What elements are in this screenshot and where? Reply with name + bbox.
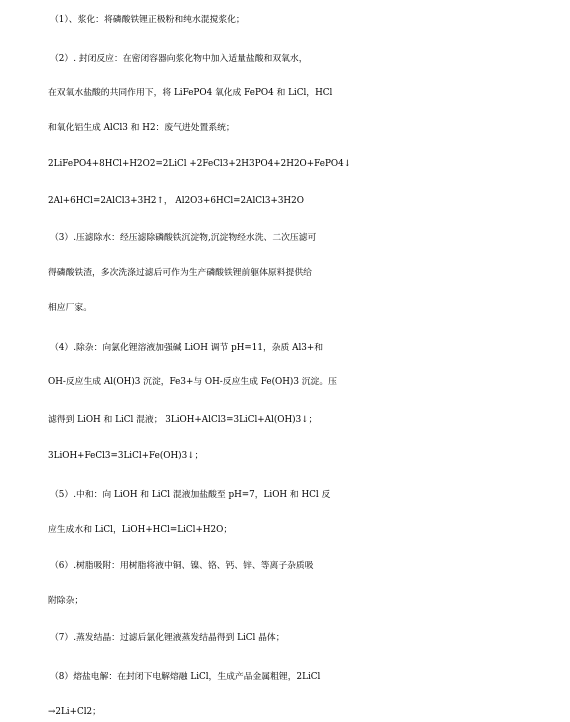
step-5-line: （5）.中和：向 LiOH 和 LiCl 混液加盐酸至 pH=7，LiOH 和 HCl 反 xyxy=(50,490,331,500)
step-5-cont-line: 应生成水和 LiCl，LiOH+HCl=LiCl+H2O； xyxy=(48,525,233,535)
equation-line-1: 2LiFePO4+8HCl+H2O2=2LiCl +2FeCl3+2H3PO4+2H2O+FePO4↓ xyxy=(48,159,352,169)
step-2-line: （2）. 封闭反应：在密闭容器向浆化物中加入适量盐酸和双氧水， xyxy=(50,54,308,64)
step-8-line: （8）熔盐电解：在封闭下电解熔融 LiCl，生成产品金属粗锂，2LiCl xyxy=(50,672,321,682)
step-2-cont-line-2: 和氧化铝生成 AlCl3 和 H2：废气进处置系统； xyxy=(48,123,235,133)
step-1-line: （1）、浆化：将磷酸铁锂正极粉和纯水混搅浆化； xyxy=(50,15,245,25)
step-6-cont-line: 附除杂； xyxy=(48,596,84,606)
step-3-cont-line-1: 得磷酸铁渣，多次洗涤过滤后可作为生产磷酸铁锂前躯体原料提供给 xyxy=(48,268,312,278)
step-6-line: （6）.树脂吸附：用树脂将液中铜、镍、铬、钙、锌、等离子杂质吸 xyxy=(50,561,314,571)
step-4-cont-line-2: 滤得到 LiOH 和 LiCl 混液； 3LiOH+AlCl3=3LiCl+Al(OH)3↓； xyxy=(48,415,318,425)
step-4-cont-line-3: 3LiOH+FeCl3=3LiCl+Fe(OH)3↓； xyxy=(48,451,204,461)
step-7-line: （7）.蒸发结晶：过滤后氯化锂液蒸发结晶得到 LiCl 晶体； xyxy=(50,633,285,643)
step-3-line: （3）.压滤除水：经压滤除磷酸铁沉淀物,沉淀物经水洗、二次压滤可 xyxy=(50,233,317,243)
step-2-cont-line-1: 在双氧水盐酸的共同作用下，将 LiFePO4 氧化成 FePO4 和 LiCl，HCl xyxy=(48,88,333,98)
step-3-cont-line-2: 相应厂家。 xyxy=(48,303,92,313)
step-4-cont-line-1: OH-反应生成 Al(OH)3 沉淀，Fe3+与 OH-反应生成 Fe(OH)3 沉淀。压 xyxy=(48,377,337,387)
step-8-cont-line: →2Li+Cl2； xyxy=(48,707,101,717)
equation-line-2: 2Al+6HCl=2AlCl3+3H2↑， Al2O3+6HCl=2AlCl3+3H2O xyxy=(48,196,304,206)
step-4-line: （4）.除杂：向氯化锂溶液加强碱 LiOH 调节 pH=11，杂质 Al3+和 xyxy=(50,343,324,353)
